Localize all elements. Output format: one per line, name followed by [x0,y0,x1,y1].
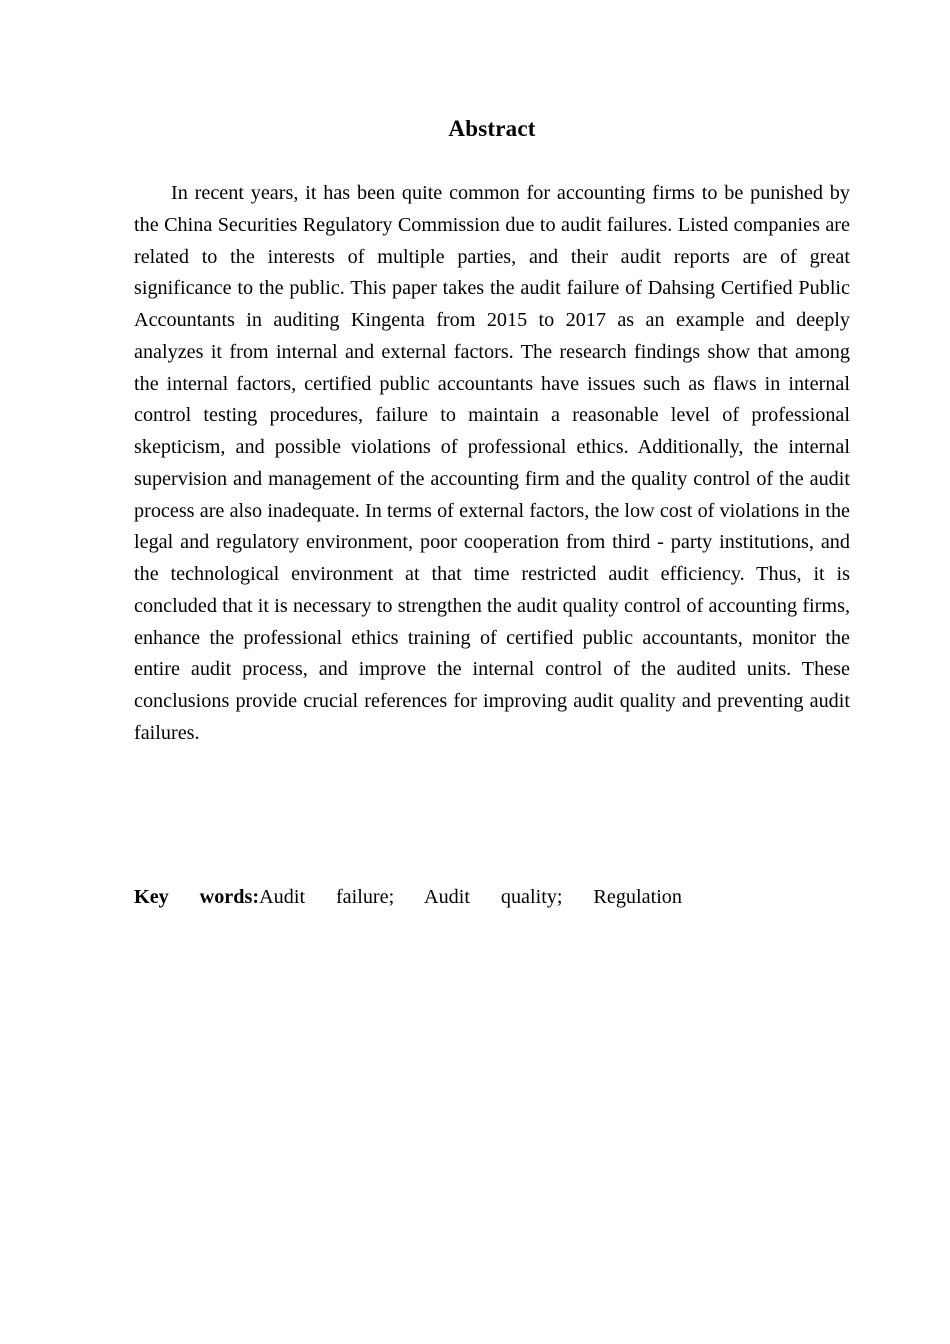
keywords-label: Key words: [134,886,260,908]
abstract-paragraph: In recent years, it has been quite common for accounting firms to be punished by the China Securities Regulatory Commission due to audit failures. Listed companies are related to the interests of multiple parties, and their audit reports are of great significance to the public. This paper takes the audit failure of Dahsing Certified Public Accountants in auditing Kingenta from 2015 to 2017 as an example and deeply analyzes it from internal and external factors. The research findings show that among the internal factors, certified public accountants have issues such as flaws in internal control testing procedures, failure to maintain a reasonable level of professional skepticism, and possible violations of professional ethics. Additionally, the internal supervision and management of the accounting firm and the quality control of the audit process are also inadequate. In terms of external factors, the low cost of violations in the legal and regulatory environment, poor cooperation from third - party institutions, and the technological environment at that time restricted audit efficiency. Thus, it is concluded that it is necessary to strengthen the audit quality control of accounting firms, enhance the professional ethics training of certified public accountants, monitor the entire audit process, and improve the internal control of the audited units. These conclusions provide crucial references for improving audit quality and preventing audit failures. [134,182,850,744]
page-title: Abstract [448,116,536,141]
keywords-line [134,882,682,946]
keywords-values: Audit failure; Audit quality; Regulation [259,886,682,908]
